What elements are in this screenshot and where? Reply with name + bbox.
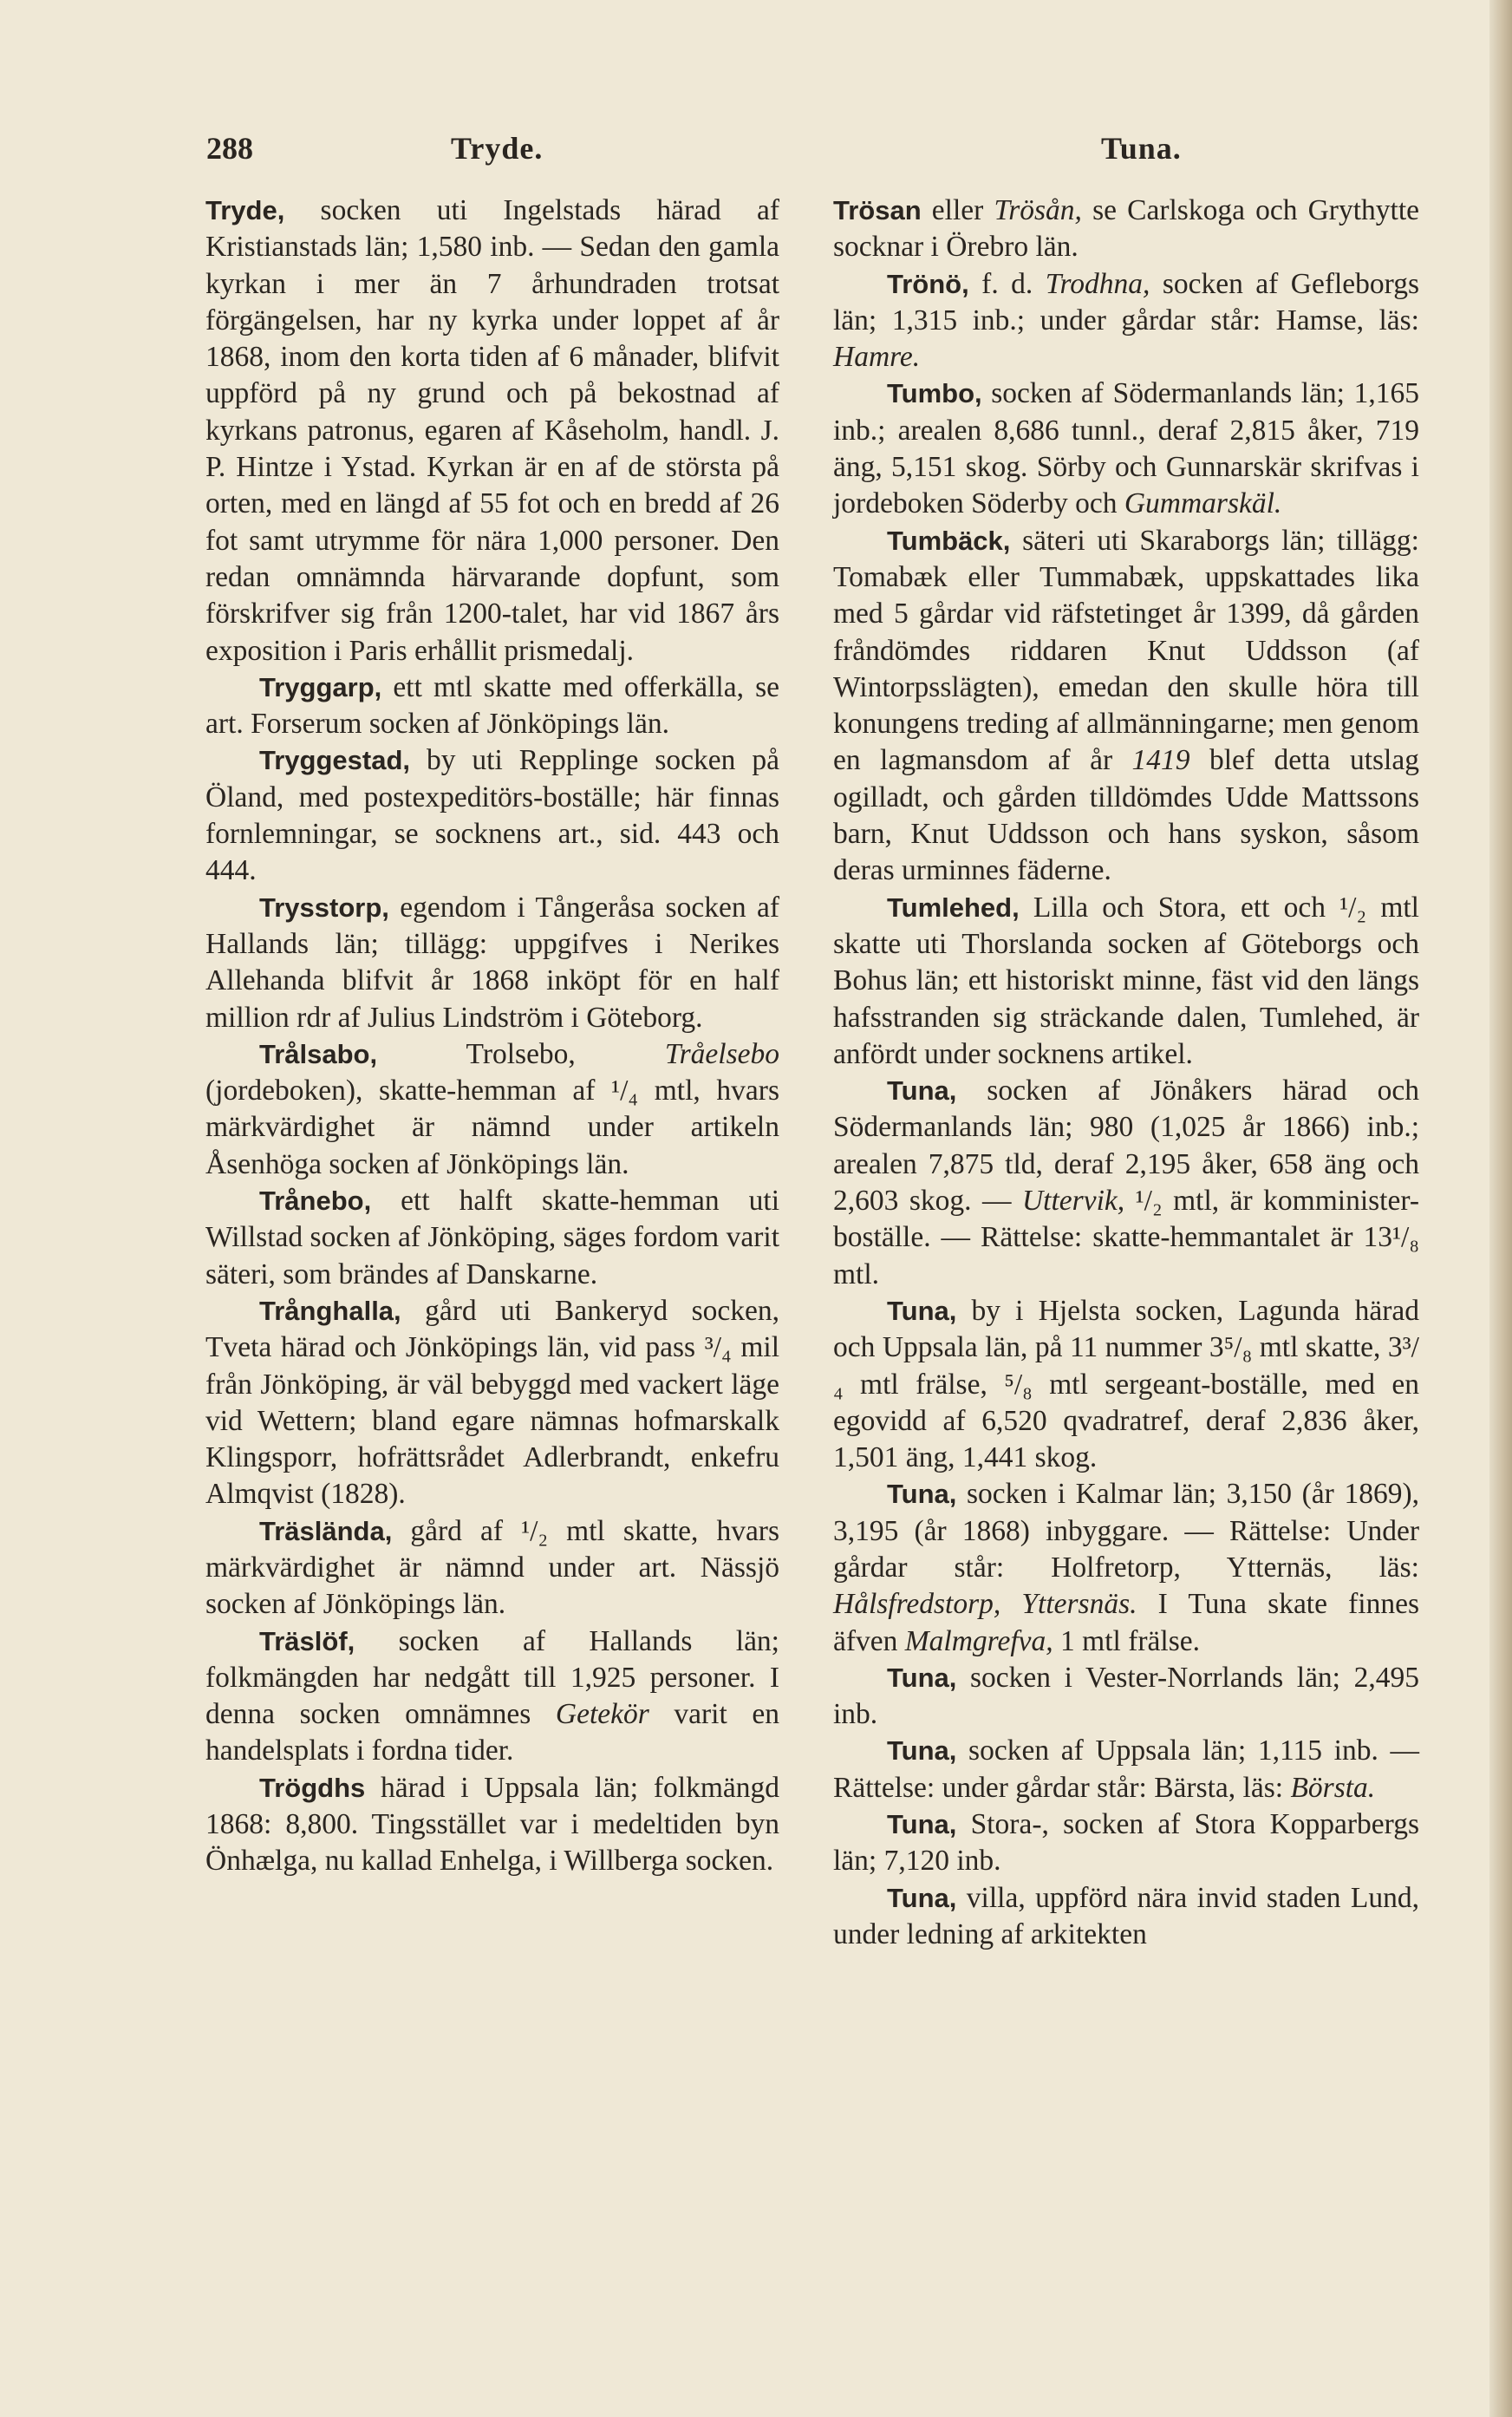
entry-text: säteri uti Skaraborgs län; tillägg: Tomabæk eller Tummabæk, uppskattades lika med 5 gårdar vid räfstetinget år 1399, då gården fråndömdes riddaren Knut Uddsson (af Wintorpsslägten), emedan den skulle höra till konungens treding af allmänningarne; men genom en lagmansdom af år — [833, 524, 1419, 777]
entry-headword: Träslöf, — [259, 1625, 355, 1656]
entry-text: 1 mtl frälse. — [1053, 1624, 1200, 1657]
dictionary-entry — [833, 1476, 1419, 1659]
entry-text: Lilla och Stora, ett och ¹/₂ mtl skatte uti Thorslanda socken af Göteborgs och Bohus län; ett historiskt minne, fäst vid den längs hafsstranden sig sträckande dalen, Tumlehed, är anfördt under socknens artikel. — [833, 891, 1419, 1070]
entry-text: by i Hjelsta socken, Lagunda härad och Uppsala län, på 11 nummer 3⁵/₈ mtl skatte, 3³/₄ mtl frälse, ⁵/₈ mtl sergeant-boställe, med en egovidd af 6,520 qvadratref, deraf 2,836 åker, 1,501 äng, 1,441 skog. — [833, 1294, 1419, 1474]
entry-text: härad i Uppsala län; folkmängd 1868: 8,800. Tingsstället var i medeltiden byn Önhælga, nu kallad Enhelga, i Willberga socken. — [205, 1771, 779, 1878]
dictionary-entry — [205, 1513, 779, 1623]
dictionary-entry — [205, 193, 779, 670]
entry-text: socken uti Ingelstads härad af Kristianstads län; 1,580 inb. — Sedan den gamla kyrkan i mer än 7 århundraden trotsat förgängelsen, har ny kyrka under loppet af år 1868, inom den korta tiden af 6 månader, blifvit uppförd på ny grund och på bekostnad af kyrkans patronus, egaren af Kåseholm, handl. J. P. Hintze i Ystad. Kyrkan är en af de största på orten, med en längd af 55 fot och en bredd af 26 fot samt utrymme för nära 1,000 personer. Den redan omnämnda härvarande dopfunt, som förskrifver sig från 1200-talet, har vid 1867 års exposition i Paris erhållit prismedalj. — [205, 194, 779, 667]
entry-italic-text: 1419 — [1131, 744, 1190, 777]
entry-text: by uti Repplinge socken på Öland, med postexpeditörs-boställe; här finnas fornlemningar, se socknens art., sid. 443 och 444. — [205, 744, 779, 887]
entry-headword: Trysstorp, — [259, 892, 389, 923]
left-running-head: Tryde. — [451, 131, 544, 166]
dictionary-entry — [833, 266, 1419, 376]
entry-text: egendom i Tångeråsa socken af Hallands län; tillägg: uppgifves i Nerikes Allehanda blifvit år 1868 inköpt för en half million rdr af Julius Lindström i Göteborg. — [205, 891, 779, 1034]
entry-headword: Tuna, — [887, 1809, 957, 1840]
dictionary-entry — [833, 523, 1419, 890]
entry-italic-text: Hålsfredstorp, Yttersnäs. — [833, 1588, 1137, 1621]
entry-italic-text: Gummarskäl. — [1124, 487, 1282, 520]
entry-text: (jordeboken), skatte-hemman af ¹/₄ mtl, hvars märkvärdighet är nämnd under artikeln Åsenhöga socken af Jönköpings län. — [205, 1075, 779, 1180]
entry-text: socken af Hallands län; folkmängden har nedgått till 1,925 personer. I denna socken omnämnes — [205, 1624, 779, 1731]
entry-italic-text: Trodhna, — [1045, 267, 1150, 300]
running-header — [0, 130, 1512, 182]
page-number: 288 — [206, 131, 253, 166]
entry-headword: Trönö, — [887, 268, 969, 299]
entry-italic-text: Trösån, — [994, 194, 1082, 226]
dictionary-entry — [833, 1660, 1419, 1734]
entry-headword: Tuna, — [887, 1479, 957, 1510]
entry-italic-text: Getekör — [555, 1698, 649, 1731]
dictionary-entry — [205, 742, 779, 889]
entry-headword: Tuna, — [887, 1735, 957, 1767]
entry-headword: Träslända, — [259, 1515, 393, 1546]
page-edge-shadow — [1489, 0, 1512, 2417]
entry-text: socken i Kalmar län; 3,150 (år 1869), 3,195 (år 1868) inbyggare. — Rättelse: Under gårdar står: Holfretorp, Ytternäs, läs: — [833, 1478, 1419, 1584]
entry-italic-text: Malmgrefva, — [904, 1624, 1053, 1657]
dictionary-entry — [833, 1880, 1419, 1954]
entry-italic-text: Hamre. — [833, 341, 921, 374]
entry-text: ett mtl skatte med offerkälla, se art. Forserum socken af Jönköpings län. — [205, 670, 779, 741]
entry-text: varit en handelsplats i fordna tider. — [205, 1698, 779, 1767]
right-running-head: Tuna. — [1101, 131, 1182, 166]
dictionary-entry — [205, 890, 779, 1036]
entry-headword: Tuna, — [887, 1882, 957, 1913]
entry-text: gård uti Bankeryd socken, Tveta härad och Jönköpings län, vid pass ³/₄ mil från Jönköping, är väl bebyggd med vackert läge vid Wettern; bland egare nämnas hofmarskalk Klingsporr, hofrättsrådet Adlerbrandt, enkefru Almqvist (1828). — [205, 1294, 779, 1511]
entry-text: socken af Uppsala län; 1,115 inb. — Rättelse: under gårdar står: Bärsta, läs: — [833, 1734, 1419, 1804]
entry-text: se Carlskoga och Grythytte socknar i Örebro län. — [833, 194, 1419, 264]
entry-text: Stora-, socken af Stora Kopparbergs län; 7,120 inb. — [833, 1808, 1419, 1878]
entry-headword: Tryggarp, — [259, 671, 382, 702]
dictionary-entry — [205, 1770, 779, 1880]
entry-headword: Trånebo, — [259, 1186, 372, 1217]
entry-text: villa, uppförd nära invid staden Lund, under ledning af arkitekten — [833, 1881, 1419, 1950]
dictionary-entry — [205, 1036, 779, 1183]
entry-headword: Trögdhs — [259, 1772, 366, 1803]
entry-headword: Tumbäck, — [887, 525, 1011, 556]
entry-headword: Tuna, — [887, 1662, 957, 1693]
dictionary-entry — [205, 1623, 779, 1770]
entry-italic-text: Uttervik, — [1021, 1185, 1125, 1218]
dictionary-entry — [205, 1183, 779, 1293]
entry-text: socken af Södermanlands län; 1,165 inb.; arealen 8,686 tunnl., deraf 2,815 åker, 719 äng, 5,151 skog. Sörby och Gunnarskär skrifvas i jordeboken Söderby och — [833, 377, 1419, 520]
left-column — [205, 193, 779, 1880]
right-column — [833, 193, 1419, 1953]
dictionary-entry — [833, 1293, 1419, 1476]
entry-headword: Trålsabo, — [259, 1038, 378, 1069]
dictionary-entry — [205, 1293, 779, 1513]
entry-text: eller — [921, 194, 994, 226]
entry-headword: Tuna, — [887, 1295, 957, 1326]
entry-text: ¹/₂ mtl, är komminister-boställe. — Rättelse: skatte-hemmantalet är 13¹/₈ mtl. — [833, 1185, 1419, 1290]
dictionary-entry — [833, 1806, 1419, 1880]
entry-text: socken af Jönåkers härad och Södermanlands län; 980 (1,025 år 1866) inb.; arealen 7,875 tld, deraf 2,195 åker, 658 äng och 2,603 skog. — — [833, 1075, 1419, 1218]
entry-headword: Tryggestad, — [259, 745, 410, 776]
entry-text: gård af ¹/₂ mtl skatte, hvars märkvärdighet är nämnd under art. Nässjö socken af Jönköpings län. — [205, 1514, 779, 1621]
entry-text: f. d. — [968, 267, 1046, 300]
entry-headword: Tumbo, — [887, 378, 982, 409]
entry-headword: Tumlehed, — [887, 892, 1020, 923]
dictionary-entry — [833, 1073, 1419, 1293]
entry-text: Trolsebo, — [377, 1037, 665, 1070]
entry-text: socken af Gefleborgs län; 1,315 inb.; under gårdar står: Hamse, läs: — [833, 267, 1420, 336]
dictionary-entry — [205, 670, 779, 743]
dictionary-entry — [833, 376, 1419, 522]
entry-text: ett halft skatte-hemman uti Willstad socken af Jönköping, säges fordom varit säteri, som brändes af Danskarne. — [205, 1185, 780, 1290]
dictionary-entry — [833, 890, 1419, 1073]
entry-italic-text: Tråelsebo — [664, 1037, 779, 1070]
dictionary-entry — [833, 193, 1419, 266]
entry-italic-text: Börsta. — [1290, 1771, 1376, 1804]
entry-text: blef detta utslag ogilladt, och gården tilldömdes Udde Mattssons barn, Knut Uddsson och hans syskon, såsom deras urminnes fäderne. — [833, 744, 1419, 887]
entry-headword: Trösan — [833, 195, 922, 225]
entry-headword: Tryde, — [205, 195, 285, 225]
entry-headword: Tuna, — [887, 1075, 957, 1107]
entry-text: I Tuna skate finnes äfven — [833, 1588, 1419, 1657]
entry-headword: Trånghalla, — [259, 1295, 401, 1326]
dictionary-entry — [833, 1733, 1419, 1806]
entry-text: socken i Vester-Norrlands län; 2,495 inb. — [833, 1661, 1419, 1731]
